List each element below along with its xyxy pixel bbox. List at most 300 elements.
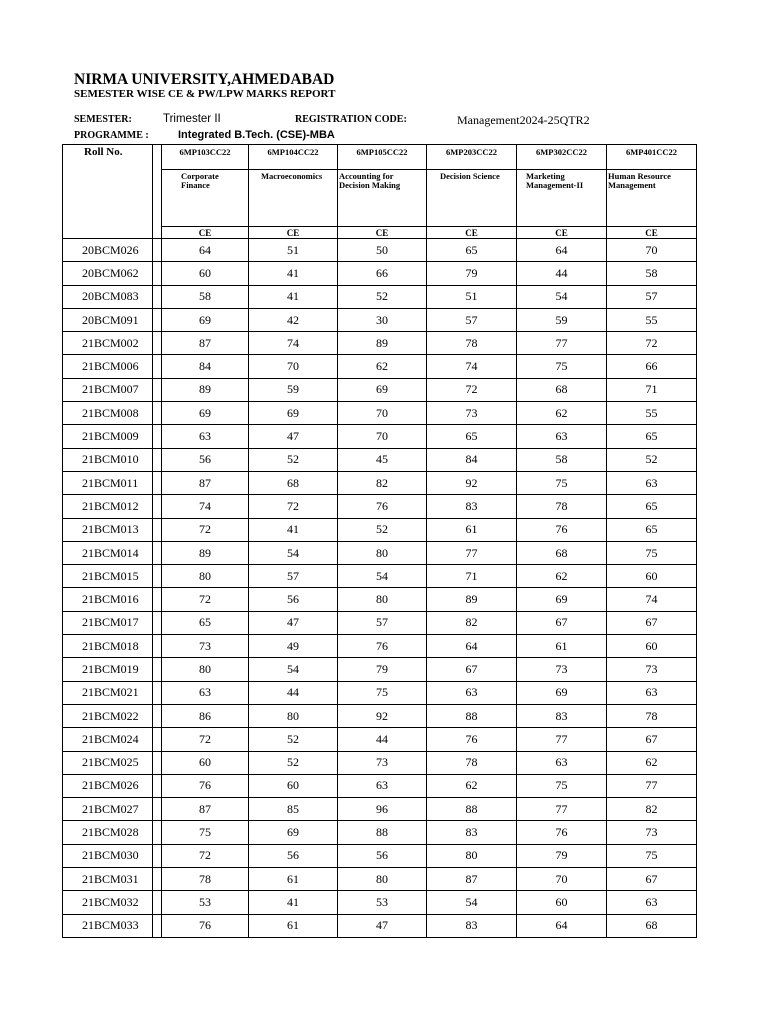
roll-number: 20BCM091 [63, 308, 153, 331]
mark-cell: 75 [517, 471, 607, 494]
mark-cell: 83 [517, 704, 607, 727]
table-row [63, 332, 697, 355]
mark-cell: 69 [249, 821, 338, 844]
mark-cell: 61 [427, 518, 517, 541]
table-row [63, 425, 697, 448]
mark-cell: 67 [517, 611, 607, 634]
mark-cell: 66 [607, 355, 697, 378]
mark-cell: 73 [427, 402, 517, 425]
roll-number: 21BCM010 [63, 448, 153, 471]
table-row [63, 262, 697, 285]
mark-cell: 60 [162, 262, 249, 285]
mark-cell: 73 [517, 658, 607, 681]
spacer-cell [153, 798, 162, 821]
mark-cell: 77 [427, 541, 517, 564]
table-row [63, 844, 697, 867]
subject-name: Marketing Management-II [517, 170, 607, 227]
mark-cell: 72 [162, 844, 249, 867]
mark-cell: 53 [338, 891, 427, 914]
semester-value: Trimester II [163, 113, 221, 125]
mark-cell: 63 [162, 425, 249, 448]
mark-cell: 65 [607, 495, 697, 518]
mark-cell: 80 [338, 868, 427, 891]
mark-cell: 72 [607, 332, 697, 355]
mark-cell: 74 [607, 588, 697, 611]
mark-cell: 63 [607, 681, 697, 704]
mark-cell: 65 [162, 611, 249, 634]
mark-cell: 70 [517, 868, 607, 891]
mark-cell: 87 [162, 471, 249, 494]
roll-number: 20BCM062 [63, 262, 153, 285]
mark-cell: 68 [517, 541, 607, 564]
mark-cell: 62 [517, 402, 607, 425]
spacer-cell [153, 448, 162, 471]
mark-cell: 75 [338, 681, 427, 704]
mark-cell: 69 [517, 681, 607, 704]
mark-cell: 61 [249, 868, 338, 891]
mark-cell: 55 [607, 308, 697, 331]
mark-cell: 87 [162, 798, 249, 821]
spacer-cell [153, 728, 162, 751]
mark-cell: 62 [607, 751, 697, 774]
spacer-cell [153, 821, 162, 844]
subject-code: 6MP103CC22 [162, 145, 249, 170]
mark-cell: 64 [517, 914, 607, 937]
mark-cell: 92 [427, 471, 517, 494]
mark-cell: 67 [607, 611, 697, 634]
spacer-cell [153, 308, 162, 331]
mark-cell: 58 [607, 262, 697, 285]
mark-cell: 41 [249, 262, 338, 285]
semester-label: SEMESTER: [74, 114, 132, 125]
spacer-cell [153, 868, 162, 891]
mark-cell: 47 [249, 611, 338, 634]
mark-cell: 61 [517, 635, 607, 658]
mark-cell: 88 [427, 798, 517, 821]
mark-cell: 63 [517, 425, 607, 448]
mark-cell: 60 [249, 774, 338, 797]
roll-number: 21BCM019 [63, 658, 153, 681]
mark-cell: 92 [338, 704, 427, 727]
roll-number: 21BCM012 [63, 495, 153, 518]
mark-cell: 57 [338, 611, 427, 634]
component-label: CE [249, 227, 338, 239]
spacer-cell [153, 611, 162, 634]
roll-number: 21BCM030 [63, 844, 153, 867]
mark-cell: 56 [249, 588, 338, 611]
mark-cell: 85 [249, 798, 338, 821]
mark-cell: 54 [249, 658, 338, 681]
mark-cell: 63 [338, 774, 427, 797]
mark-cell: 84 [427, 448, 517, 471]
mark-cell: 73 [607, 821, 697, 844]
table-row [63, 239, 697, 262]
spacer-cell [153, 704, 162, 727]
mark-cell: 51 [249, 239, 338, 262]
subject-name: Macroeconomics [249, 170, 338, 227]
roll-number: 21BCM032 [63, 891, 153, 914]
spacer-cell [153, 355, 162, 378]
mark-cell: 30 [338, 308, 427, 331]
mark-cell: 54 [427, 891, 517, 914]
roll-number: 21BCM007 [63, 378, 153, 401]
component-label: CE [517, 227, 607, 239]
table-row [63, 798, 697, 821]
mark-cell: 74 [249, 332, 338, 355]
mark-cell: 56 [249, 844, 338, 867]
mark-cell: 77 [607, 774, 697, 797]
mark-cell: 84 [162, 355, 249, 378]
mark-cell: 80 [338, 541, 427, 564]
mark-cell: 41 [249, 518, 338, 541]
mark-cell: 79 [427, 262, 517, 285]
mark-cell: 76 [517, 821, 607, 844]
roll-number: 21BCM006 [63, 355, 153, 378]
spacer-cell [153, 425, 162, 448]
mark-cell: 47 [249, 425, 338, 448]
mark-cell: 89 [427, 588, 517, 611]
mark-cell: 52 [249, 751, 338, 774]
table-row [63, 285, 697, 308]
table-row [63, 611, 697, 634]
table-row [63, 541, 697, 564]
spacer-cell [153, 285, 162, 308]
mark-cell: 68 [517, 378, 607, 401]
mark-cell: 75 [607, 541, 697, 564]
spacer-cell [153, 751, 162, 774]
table-row [63, 308, 697, 331]
mark-cell: 69 [517, 588, 607, 611]
mark-cell: 72 [249, 495, 338, 518]
spacer-cell [153, 471, 162, 494]
mark-cell: 88 [427, 704, 517, 727]
mark-cell: 59 [517, 308, 607, 331]
table-row [63, 471, 697, 494]
mark-cell: 70 [338, 402, 427, 425]
mark-cell: 80 [162, 565, 249, 588]
mark-cell: 76 [338, 635, 427, 658]
roll-number: 21BCM022 [63, 704, 153, 727]
mark-cell: 61 [249, 914, 338, 937]
mark-cell: 60 [607, 635, 697, 658]
roll-number: 20BCM083 [63, 285, 153, 308]
spacer-cell [153, 239, 162, 262]
mark-cell: 82 [338, 471, 427, 494]
mark-cell: 42 [249, 308, 338, 331]
mark-cell: 82 [427, 611, 517, 634]
mark-cell: 78 [162, 868, 249, 891]
subject-code: 6MP302CC22 [517, 145, 607, 170]
mark-cell: 52 [607, 448, 697, 471]
spacer-cell [153, 891, 162, 914]
mark-cell: 63 [427, 681, 517, 704]
table-row [63, 728, 697, 751]
roll-number: 21BCM008 [63, 402, 153, 425]
mark-cell: 76 [427, 728, 517, 751]
mark-cell: 58 [162, 285, 249, 308]
roll-number: 21BCM028 [63, 821, 153, 844]
mark-cell: 44 [517, 262, 607, 285]
roll-number: 21BCM011 [63, 471, 153, 494]
mark-cell: 55 [607, 402, 697, 425]
mark-cell: 82 [607, 798, 697, 821]
roll-number: 21BCM026 [63, 774, 153, 797]
roll-number: 21BCM002 [63, 332, 153, 355]
roll-number: 21BCM033 [63, 914, 153, 937]
mark-cell: 62 [338, 355, 427, 378]
spacer-cell [153, 914, 162, 937]
marks-table [62, 144, 697, 938]
spacer-cell [153, 518, 162, 541]
mark-cell: 77 [517, 798, 607, 821]
subject-code-row [63, 145, 697, 170]
mark-cell: 52 [338, 518, 427, 541]
mark-cell: 79 [517, 844, 607, 867]
mark-cell: 89 [162, 378, 249, 401]
mark-cell: 89 [338, 332, 427, 355]
mark-cell: 44 [249, 681, 338, 704]
mark-cell: 87 [427, 868, 517, 891]
mark-cell: 49 [249, 635, 338, 658]
mark-cell: 83 [427, 914, 517, 937]
table-row [63, 355, 697, 378]
mark-cell: 72 [162, 518, 249, 541]
subject-code: 6MP104CC22 [249, 145, 338, 170]
mark-cell: 83 [427, 821, 517, 844]
mark-cell: 76 [162, 774, 249, 797]
mark-cell: 71 [607, 378, 697, 401]
registration-code-label: REGISTRATION CODE: [295, 114, 407, 125]
subject-code: 6MP203CC22 [427, 145, 517, 170]
mark-cell: 52 [249, 728, 338, 751]
mark-cell: 57 [607, 285, 697, 308]
table-row [63, 588, 697, 611]
mark-cell: 76 [162, 914, 249, 937]
mark-cell: 57 [249, 565, 338, 588]
mark-cell: 63 [162, 681, 249, 704]
mark-cell: 77 [517, 332, 607, 355]
mark-cell: 73 [338, 751, 427, 774]
registration-code-value: Management2024-25QTR2 [457, 113, 590, 127]
mark-cell: 88 [338, 821, 427, 844]
roll-number: 21BCM021 [63, 681, 153, 704]
mark-cell: 57 [427, 308, 517, 331]
mark-cell: 80 [427, 844, 517, 867]
mark-cell: 54 [338, 565, 427, 588]
mark-cell: 56 [162, 448, 249, 471]
roll-number-header: Roll No. [63, 145, 153, 239]
table-row [63, 635, 697, 658]
table-row [63, 378, 697, 401]
mark-cell: 65 [427, 239, 517, 262]
table-row [63, 704, 697, 727]
mark-cell: 59 [249, 378, 338, 401]
spacer-cell [153, 774, 162, 797]
mark-cell: 68 [607, 914, 697, 937]
spacer-cell [153, 588, 162, 611]
mark-cell: 69 [162, 402, 249, 425]
mark-cell: 69 [338, 378, 427, 401]
mark-cell: 69 [162, 308, 249, 331]
component-label: CE [338, 227, 427, 239]
mark-cell: 47 [338, 914, 427, 937]
mark-cell: 64 [427, 635, 517, 658]
university-name: NIRMA UNIVERSITY,AHMEDABAD [74, 71, 335, 88]
mark-cell: 45 [338, 448, 427, 471]
mark-cell: 74 [162, 495, 249, 518]
mark-cell: 53 [162, 891, 249, 914]
mark-cell: 41 [249, 285, 338, 308]
mark-cell: 70 [607, 239, 697, 262]
subject-name: Human Resource Management [607, 170, 697, 227]
mark-cell: 65 [427, 425, 517, 448]
mark-cell: 63 [607, 891, 697, 914]
component-label: CE [162, 227, 249, 239]
mark-cell: 51 [427, 285, 517, 308]
spacer-cell [153, 844, 162, 867]
mark-cell: 76 [517, 518, 607, 541]
mark-cell: 77 [517, 728, 607, 751]
subject-code: 6MP401CC22 [607, 145, 697, 170]
mark-cell: 78 [427, 751, 517, 774]
spacer-cell [153, 262, 162, 285]
component-label: CE [427, 227, 517, 239]
table-row [63, 868, 697, 891]
roll-number: 21BCM027 [63, 798, 153, 821]
mark-cell: 76 [338, 495, 427, 518]
mark-cell: 54 [249, 541, 338, 564]
mark-cell: 87 [162, 332, 249, 355]
spacer-cell [153, 565, 162, 588]
programme-label: PROGRAMME : [74, 130, 149, 141]
table-row [63, 448, 697, 471]
table-row [63, 774, 697, 797]
roll-number: 21BCM016 [63, 588, 153, 611]
table-row [63, 751, 697, 774]
mark-cell: 75 [162, 821, 249, 844]
mark-cell: 50 [338, 239, 427, 262]
mark-cell: 78 [517, 495, 607, 518]
roll-number: 21BCM018 [63, 635, 153, 658]
table-row [63, 891, 697, 914]
roll-number: 21BCM015 [63, 565, 153, 588]
roll-number: 21BCM025 [63, 751, 153, 774]
mark-cell: 72 [162, 728, 249, 751]
table-row [63, 402, 697, 425]
mark-cell: 52 [249, 448, 338, 471]
mark-cell: 44 [338, 728, 427, 751]
mark-cell: 78 [607, 704, 697, 727]
mark-cell: 62 [517, 565, 607, 588]
mark-cell: 65 [607, 518, 697, 541]
table-row [63, 681, 697, 704]
mark-cell: 78 [427, 332, 517, 355]
spacer-column [153, 145, 162, 239]
mark-cell: 64 [162, 239, 249, 262]
table-row [63, 495, 697, 518]
roll-number: 21BCM031 [63, 868, 153, 891]
mark-cell: 86 [162, 704, 249, 727]
mark-cell: 58 [517, 448, 607, 471]
mark-cell: 54 [517, 285, 607, 308]
mark-cell: 56 [338, 844, 427, 867]
subject-name: Corporate Finance [162, 170, 249, 227]
mark-cell: 96 [338, 798, 427, 821]
spacer-cell [153, 635, 162, 658]
mark-cell: 41 [249, 891, 338, 914]
mark-cell: 80 [162, 658, 249, 681]
mark-cell: 66 [338, 262, 427, 285]
mark-cell: 63 [607, 471, 697, 494]
mark-cell: 60 [517, 891, 607, 914]
spacer-cell [153, 541, 162, 564]
subject-name: Accounting for Decision Making [338, 170, 427, 227]
mark-cell: 52 [338, 285, 427, 308]
spacer-cell [153, 332, 162, 355]
mark-cell: 65 [607, 425, 697, 448]
mark-cell: 71 [427, 565, 517, 588]
mark-cell: 80 [249, 704, 338, 727]
mark-cell: 67 [607, 868, 697, 891]
roll-number: 21BCM017 [63, 611, 153, 634]
table-row [63, 565, 697, 588]
roll-number: 21BCM014 [63, 541, 153, 564]
programme-value: Integrated B.Tech. (CSE)-MBA [178, 129, 335, 141]
table-row [63, 914, 697, 937]
spacer-cell [153, 658, 162, 681]
spacer-cell [153, 378, 162, 401]
spacer-cell [153, 402, 162, 425]
mark-cell: 75 [517, 774, 607, 797]
mark-cell: 83 [427, 495, 517, 518]
mark-cell: 60 [607, 565, 697, 588]
mark-cell: 73 [162, 635, 249, 658]
roll-number: 20BCM026 [63, 239, 153, 262]
mark-cell: 74 [427, 355, 517, 378]
component-label: CE [607, 227, 697, 239]
table-row [63, 658, 697, 681]
table-row [63, 821, 697, 844]
spacer-cell [153, 495, 162, 518]
mark-cell: 70 [249, 355, 338, 378]
mark-cell: 62 [427, 774, 517, 797]
roll-number: 21BCM013 [63, 518, 153, 541]
spacer-cell [153, 681, 162, 704]
mark-cell: 89 [162, 541, 249, 564]
report-title: SEMESTER WISE CE & PW/LPW MARKS REPORT [74, 88, 336, 100]
mark-cell: 80 [338, 588, 427, 611]
mark-cell: 64 [517, 239, 607, 262]
mark-cell: 67 [427, 658, 517, 681]
mark-cell: 69 [249, 402, 338, 425]
mark-cell: 68 [249, 471, 338, 494]
table-row [63, 518, 697, 541]
mark-cell: 63 [517, 751, 607, 774]
subject-name: Decision Science [427, 170, 517, 227]
mark-cell: 60 [162, 751, 249, 774]
roll-number: 21BCM009 [63, 425, 153, 448]
mark-cell: 67 [607, 728, 697, 751]
mark-cell: 79 [338, 658, 427, 681]
mark-cell: 72 [162, 588, 249, 611]
mark-cell: 73 [607, 658, 697, 681]
mark-cell: 75 [517, 355, 607, 378]
mark-cell: 72 [427, 378, 517, 401]
mark-cell: 70 [338, 425, 427, 448]
roll-number: 21BCM024 [63, 728, 153, 751]
mark-cell: 75 [607, 844, 697, 867]
subject-code: 6MP105CC22 [338, 145, 427, 170]
